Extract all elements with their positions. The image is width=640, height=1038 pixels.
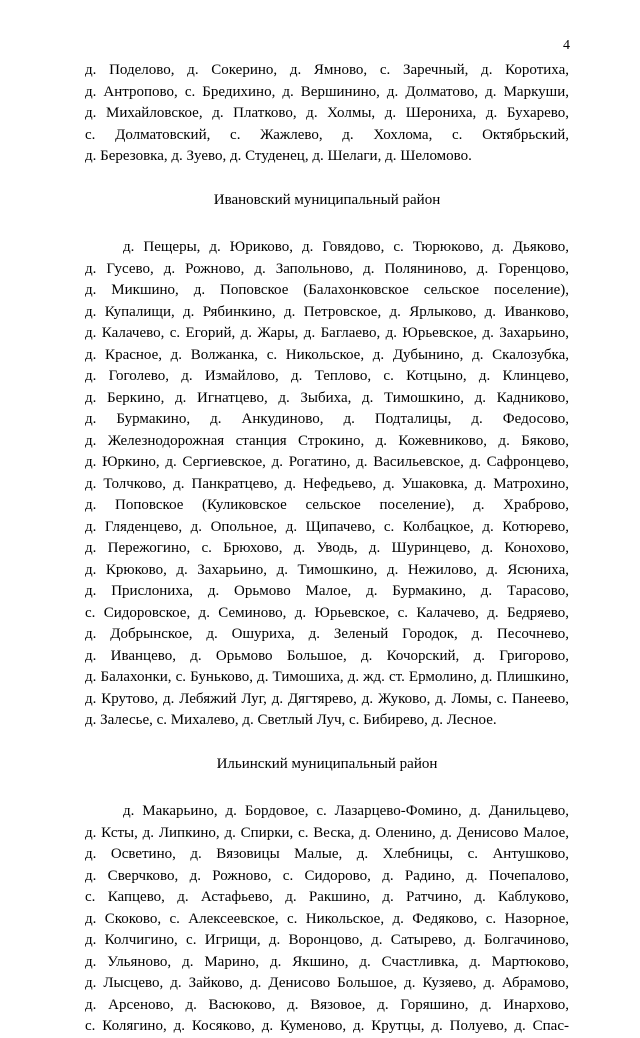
text-line: д. Березовка, д. Зуево, д. Студенец, д. Шелаги, д. Шеломово. <box>85 148 472 164</box>
text-line: д. Прислониха, д. Орьмово Малое, д. Бурмакино, д. Тарасово, <box>85 583 569 599</box>
text-line: с. Долматовский, с. Жажлево, д. Хохлома, с. Октябрьский, <box>85 126 569 143</box>
text-line: д. Юркино, д. Сергиевское, д. Рогатино, д. Васильевское, д. Сафронцево, <box>85 454 569 470</box>
text-line: д. Поповское (Куликовское сельское поселение), д. Храброво, <box>85 497 569 513</box>
section-heading-ivanovsky: Ивановский муниципальный район <box>213 191 441 208</box>
text-line: д. Залесье, с. Михалево, д. Светлый Луч, с. Бибирево, д. Лесное. <box>85 712 497 728</box>
document-body <box>85 60 569 1038</box>
text-line: с. Сидоровское, д. Семиново, д. Юрьевское, с. Калачево, д. Бедряево, <box>85 604 569 621</box>
text-line: д. Поделово, д. Сокерино, д. Ямново, с. Заречный, д. Коротиха, <box>85 62 569 78</box>
text-line: д. Арсеново, д. Васюково, д. Вязовое, д. Горяшино, д. Инархово, <box>85 996 569 1013</box>
text-line: д. Гляденцево, д. Опольное, д. Щипачево, с. Колбацкое, д. Котюрево, <box>85 518 569 535</box>
text-line: д. Калачево, с. Егорий, д. Жары, д. Баглаево, д. Юрьевское, д. Захарьино, <box>85 325 569 341</box>
section-paragraph-ilyinsky <box>85 801 569 1038</box>
intro-paragraph <box>85 60 569 168</box>
text-line: д. Михайловское, д. Платково, д. Холмы, д. Шерониха, д. Бухарево, <box>85 105 569 121</box>
text-line: д. Бурмакино, д. Анкудиново, д. Подталицы, д. Федосово, <box>85 411 569 427</box>
text-line: с. Капцево, д. Астафьево, д. Ракшино, д. Ратчино, д. Каблуково, <box>85 889 569 905</box>
text-line: д. Крюково, д. Захарьино, д. Тимошкино, д. Нежилово, д. Ясюниха, <box>85 561 569 578</box>
page-number: 4 <box>563 38 570 53</box>
text-line: д. Толчково, д. Панкратцево, д. Нефедьево, д. Ушаковка, д. Матрохино, <box>85 475 569 492</box>
text-line: д. Гусево, д. Рожново, д. Запольново, д. Поляниново, д. Горенцово, <box>85 260 569 277</box>
text-line: д. Пещеры, д. Юриково, д. Говядово, с. Тюрюково, д. Дьяково, <box>123 239 569 255</box>
text-line: д. Добрынское, д. Ошуриха, д. Зеленый Городок, д. Песочнево, <box>85 626 569 642</box>
text-line: д. Пережогино, с. Брюхово, д. Уводь, д. Шуринцево, д. Конохово, <box>85 540 569 556</box>
text-line: д. Железнодорожная станция Строкино, д. Кожевниково, д. Бяково, <box>85 432 569 449</box>
text-line: д. Купалищи, д. Рябинкино, д. Петровское, д. Ярлыково, д. Иванково, <box>85 303 569 320</box>
text-line: д. Осветино, д. Вязовицы Малые, д. Хлебницы, с. Антушково, <box>85 846 569 862</box>
text-line: д. Балахонки, с. Буньково, д. Тимошиха, д. жд. ст. Ермолино, д. Плишкино, <box>85 669 569 685</box>
text-line: д. Беркино, д. Игнатцево, д. Зыбиха, д. Тимошкино, д. Кадниково, <box>85 389 569 406</box>
text-line: д. Ульяново, д. Марино, д. Якшино, д. Счастливка, д. Мартюково, <box>85 953 569 970</box>
text-line: д. Колчигино, с. Игрищи, д. Воронцово, д. Сатырево, д. Болгачиново, <box>85 932 569 948</box>
text-line: д. Ксты, д. Липкино, д. Спирки, с. Веска, д. Оленино, д. Денисово Малое, <box>85 824 569 841</box>
text-line: д. Иванцево, д. Орьмово Большое, д. Кочорский, д. Григорово, <box>85 647 569 664</box>
text-line: д. Крутово, д. Лебяжий Луг, д. Дягтярево, д. Жуково, д. Ломы, с. Панеево, <box>85 690 569 707</box>
section-paragraph-ivanovsky <box>85 237 569 732</box>
section-heading-ilyinsky: Ильинский муниципальный район <box>216 755 438 772</box>
text-line: д. Скоково, с. Алексеевское, с. Никольское, д. Федяково, с. Назорное, <box>85 910 569 927</box>
text-line: д. Микшино, д. Поповское (Балахонковское сельское поселение), <box>85 282 569 298</box>
text-line: д. Лысцево, д. Зайково, д. Денисово Большое, д. Кузяево, д. Абрамово, <box>85 975 569 991</box>
text-line: с. Колягино, д. Косяково, д. Куменово, д. Крутцы, д. Полуево, д. Спас- <box>85 1018 569 1034</box>
text-line: д. Антропово, с. Бредихино, д. Вершинино, д. Долматово, д. Маркуши, <box>85 83 569 100</box>
text-line: д. Макарьино, д. Бордовое, с. Лазарцево-Фомино, д. Данильцево, <box>123 803 569 819</box>
text-line: д. Красное, д. Волжанка, с. Никольское, д. Дубынино, д. Скалозубка, <box>85 346 569 363</box>
text-line: д. Сверчково, д. Рожново, с. Сидорово, д. Радино, д. Почепалово, <box>85 867 569 884</box>
text-line: д. Гоголево, д. Измайлово, д. Теплово, с. Котцыно, д. Клинцево, <box>85 368 569 384</box>
